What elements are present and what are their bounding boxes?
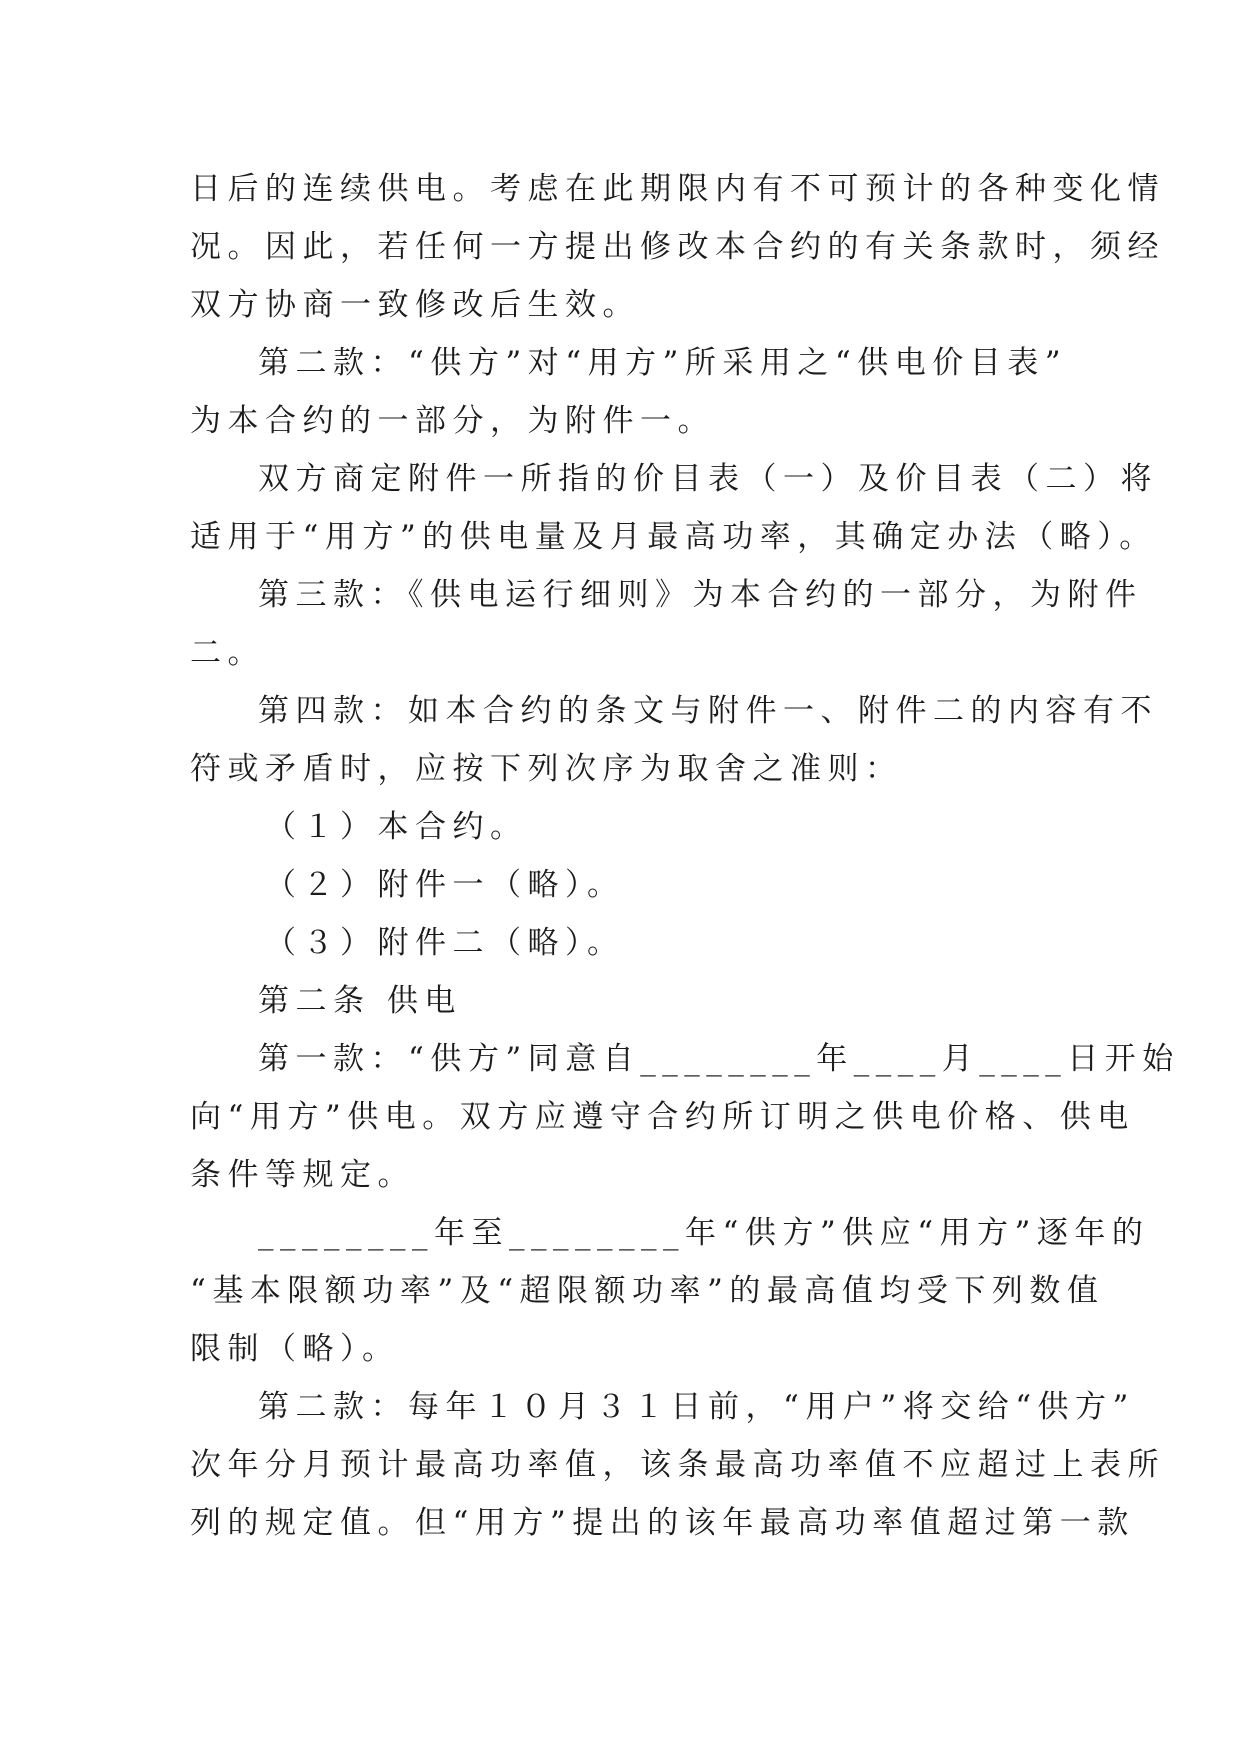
paragraph-line: 第四款：如本合约的条文与附件一、附件二的内容有不 [258, 693, 1158, 729]
paragraph-line: 第二款：“供方”对“用方”所采用之“供电价目表” [258, 345, 1068, 381]
paragraph-line: 适用于“用方”的供电量及月最高功率，其确定办法（略）。 [190, 519, 1157, 555]
paragraph-line: 为本合约的一部分，为附件一。 [190, 403, 715, 439]
paragraph-line: 第三款：《供电运行细则》为本合约的一部分，为附件 [258, 577, 1143, 613]
paragraph-line: 双方商定附件一所指的价目表（一）及价目表（二）将 [258, 461, 1158, 497]
list-item: （３）附件二（略）。 [265, 925, 625, 961]
paragraph-line: 双方协商一致修改后生效。 [190, 287, 640, 323]
list-item: （２）附件一（略）。 [265, 867, 625, 903]
paragraph-line: 第一款：“供方”同意自________年____月____日开始 [258, 1041, 1180, 1077]
paragraph-line: 次年分月预计最高功率值，该条最高功率值不应超过上表所 [190, 1447, 1165, 1483]
paragraph-line: 向“用方”供电。双方应遵守合约所订明之供电价格、供电 [190, 1099, 1135, 1135]
paragraph-line: ________年至________年“供方”供应“用方”逐年的 [258, 1215, 1150, 1251]
paragraph-line: 二。 [190, 635, 265, 671]
list-item: （１）本合约。 [265, 809, 528, 845]
document-body [190, 160, 1180, 1552]
paragraph-line: 符或矛盾时，应按下列次序为取舍之准则： [190, 751, 903, 787]
paragraph-line: 限制（略）。 [190, 1331, 400, 1367]
paragraph-line: 条件等规定。 [190, 1157, 415, 1193]
paragraph-line: “基本限额功率”及“超限额功率”的最高值均受下列数值 [190, 1273, 1105, 1309]
paragraph-line: 第二款：每年１０月３１日前，“用户”将交给“供方” [258, 1389, 1135, 1425]
paragraph-line: 况。因此，若任何一方提出修改本合约的有关条款时，须经 [190, 229, 1165, 265]
paragraph-line: 日后的连续供电。考虑在此期限内有不可预计的各种变化情 [190, 171, 1165, 207]
paragraph-line: 列的规定值。但“用方”提出的该年最高功率值超过第一款 [190, 1505, 1135, 1541]
section-heading: 第二条 供电 [258, 983, 462, 1019]
